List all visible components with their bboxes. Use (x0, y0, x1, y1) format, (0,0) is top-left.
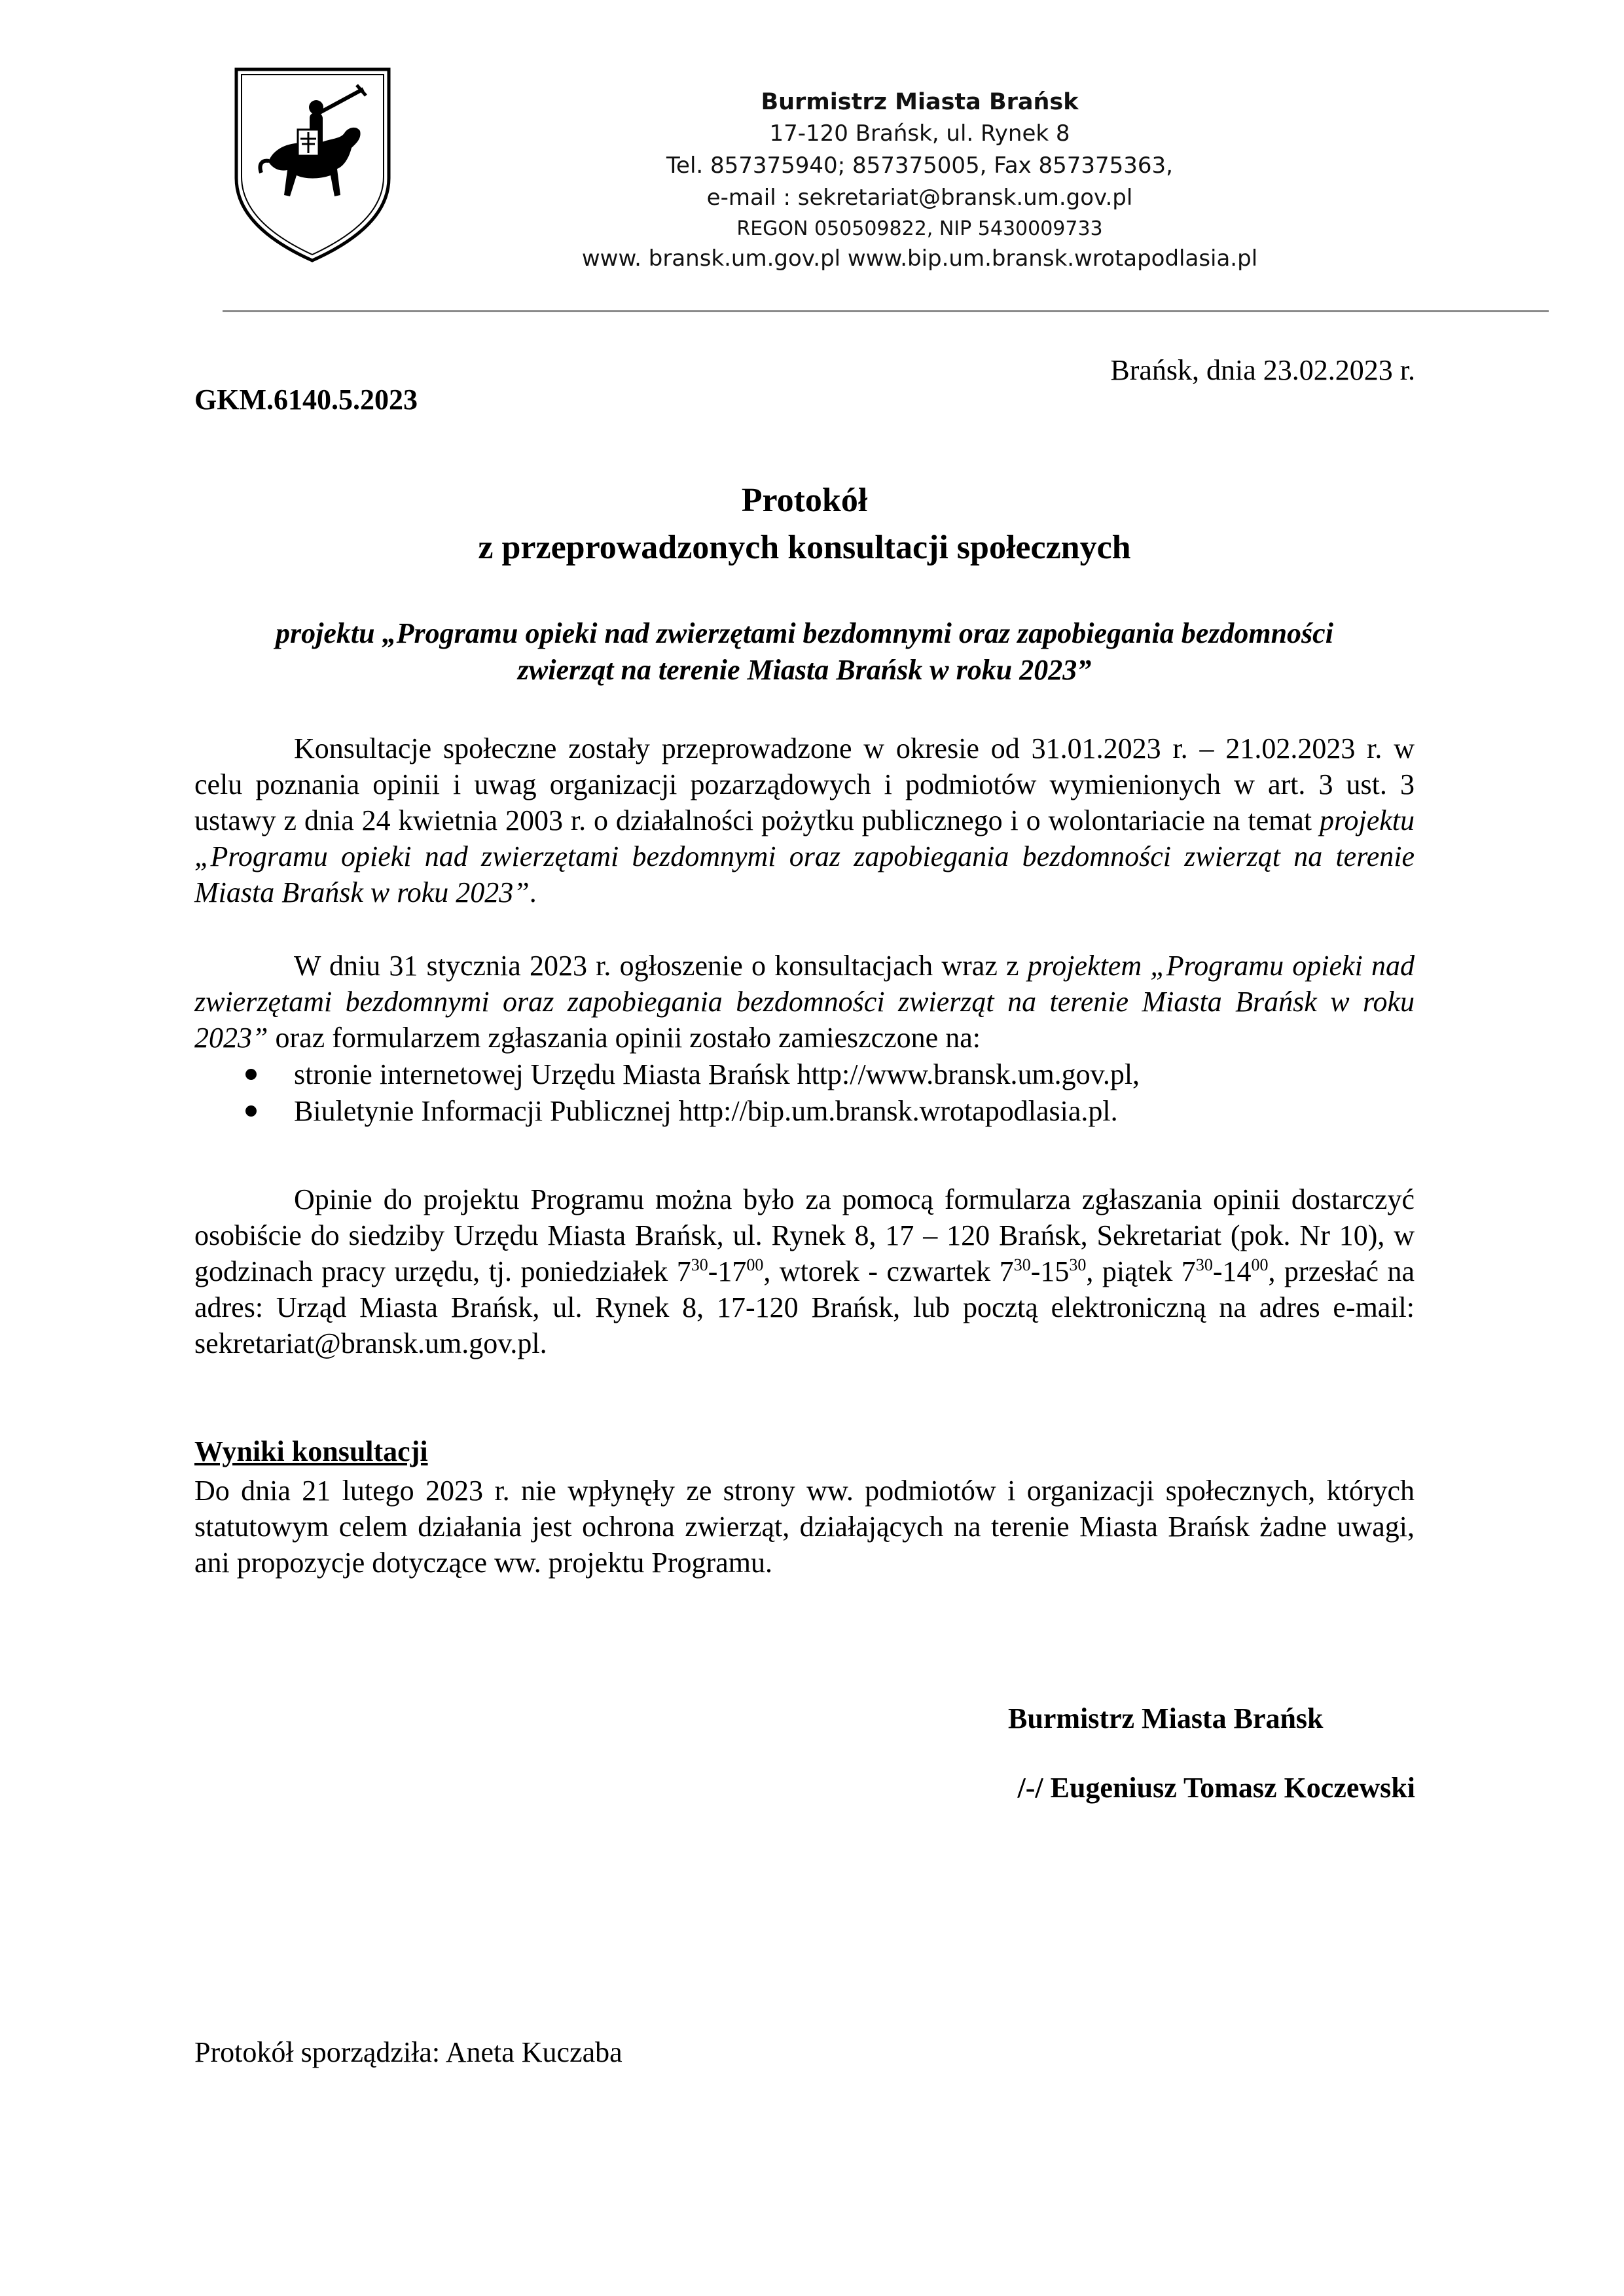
paragraph-submission (194, 1181, 1415, 1361)
superscript: 30 (1195, 1255, 1213, 1274)
paragraph-text: -15 (1030, 1255, 1070, 1287)
paragraph-text: , przesłać na adres: Urząd Miasta Brańsk, ul. Rynek 8, 17-120 Brańsk, lub pocztą elektroniczną na adres e-mail: sekretariat@bransk.um.gov.pl. (194, 1255, 1415, 1359)
results-heading: Wyniki konsultacji (194, 1435, 428, 1467)
bullet-icon (245, 1069, 257, 1080)
publication-list (194, 1056, 1415, 1130)
paragraph-text: W dniu 31 stycznia 2023 r. ogłoszenie o konsultacjach wraz z (294, 950, 1028, 982)
document-subtitle (194, 615, 1415, 689)
paragraph-end: . (529, 876, 537, 908)
paragraph-text: -14 (1212, 1255, 1252, 1287)
paragraph-end: oraz formularzem zgłaszania opinii zostało zamieszczone na: (268, 1022, 981, 1054)
subtitle-line-2: zwierząt na terenie Miasta Brańsk w roku 2023” (517, 654, 1092, 686)
list-item-text: Biuletynie Informacji Publicznej http://bip.um.bransk.wrotapodlasia.pl. (294, 1095, 1118, 1127)
signatory-title: Burmistrz Miasta Brańsk (1008, 1702, 1324, 1734)
signatory-name: /-/ Eugeniusz Tomasz Koczewski (1017, 1772, 1415, 1804)
paragraph-announcement (194, 948, 1415, 1056)
list-item (194, 1093, 1415, 1130)
office-websites: www. bransk.um.gov.pl www.bip.um.bransk.wrotapodlasia.pl (581, 245, 1258, 272)
subtitle-line-1: projektu „Programu opieki nad zwierzętami bezdomnymi oraz zapobiegania bezdomności (276, 617, 1333, 649)
office-email: e-mail : sekretariat@bransk.um.gov.pl (706, 185, 1133, 211)
document-date: Brańsk, dnia 23.02.2023 r. (1110, 354, 1415, 386)
paragraph-text: -17 (708, 1255, 747, 1287)
list-item-text: stronie internetowej Urzędu Miasta Brańsk http://www.bransk.um.gov.pl, (294, 1058, 1140, 1090)
office-address: 17-120 Brańsk, ul. Rynek 8 (769, 120, 1070, 147)
paragraph-italic-text: projektem „Programu opieki nad zwierzętami bezdomnymi oraz zapobiegania bezdomności zwierząt na terenie Miasta Brańsk w roku 2023” (194, 950, 1415, 1054)
results-paragraph: Do dnia 21 lutego 2023 r. nie wpłynęły ze strony ww. podmiotów i organizacji społecznych, których statutowym celem działania jest ochrona zwierząt, działających na terenie Miasta Brańsk żadne uwagi, ani propozycje dotyczące ww. projektu Programu. (194, 1475, 1415, 1579)
superscript: 30 (691, 1255, 708, 1274)
prepared-by: Protokół sporządziła: Aneta Kuczaba (194, 2036, 623, 2068)
superscript: 00 (1251, 1255, 1269, 1274)
paragraph-text: , wtorek - czwartek 7 (763, 1255, 1014, 1287)
paragraph-italic-text: projektu „Programu opieki nad zwierzętami bezdomnymi oraz zapobiegania bezdomności zwierząt na terenie Miasta Brańsk w roku 2023” (194, 804, 1415, 908)
list-item (194, 1056, 1415, 1093)
superscript: 30 (1069, 1255, 1087, 1274)
superscript: 00 (746, 1255, 764, 1274)
superscript: 30 (1013, 1255, 1031, 1274)
bullet-icon (245, 1105, 257, 1117)
letterhead (504, 86, 1335, 275)
office-phone: Tel. 857375940; 857375005, Fax 857375363, (666, 152, 1173, 179)
paragraph-text: , piątek 7 (1086, 1255, 1196, 1287)
paragraph-text: Konsultacje społeczne zostały przeprowadzone w okresie od 31.01.2023 r. – 21.02.2023 r. w celu poznania opinii i uwag organizacji pozarządowych i podmiotów wymienionych w art. 3 ust. 3 ustawy z dnia 24 kwietnia 2003 r. o działalności pożytku publicznego i o wolontariacie na temat (194, 732, 1415, 836)
paragraph-consultation-period (194, 730, 1415, 910)
document-title: Protokół (741, 482, 868, 519)
paragraph-text: Opinie do projektu Programu można było za pomocą formularza zgłaszania opinii dostarczyć osobiście do siedziby Urzędu Miasta Brańsk, ul. Rynek 8, 17 – 120 Brańsk, Sekretariat (pok. Nr 10), w godzinach pracy urzędu, tj. poniedziałek 7 (194, 1183, 1415, 1287)
office-name: Burmistrz Miasta Brańsk (761, 89, 1079, 115)
case-number: GKM.6140.5.2023 (194, 384, 418, 416)
office-ids: REGON 050509822, NIP 5430009733 (736, 217, 1103, 240)
coat-of-arms-icon (232, 67, 393, 263)
document-title-line2: z przeprowadzonych konsultacji społecznych (478, 529, 1131, 566)
header-divider (223, 310, 1549, 312)
